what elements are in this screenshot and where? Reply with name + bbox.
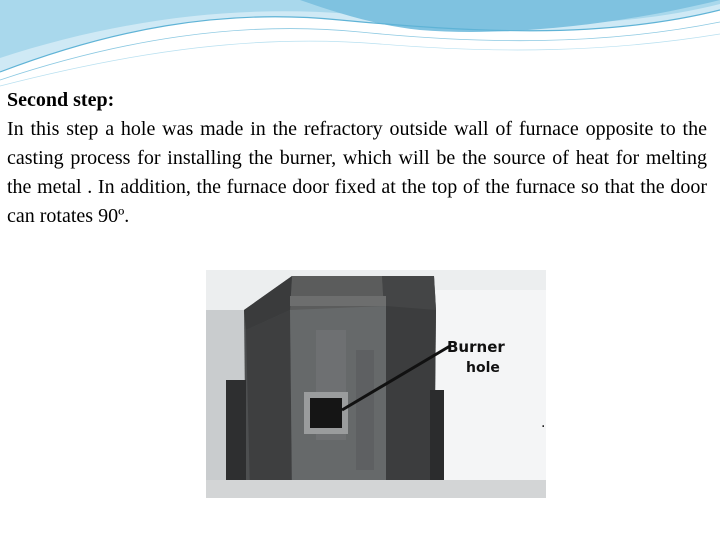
header-wave-decoration — [0, 0, 720, 90]
content-text-block — [7, 86, 707, 231]
hole-callout-label: hole — [466, 360, 500, 376]
burner-callout-label: Burner — [447, 338, 505, 356]
furnace-photo — [206, 270, 546, 498]
stray-mark: . — [541, 415, 546, 431]
step-title: Second step: — [7, 89, 115, 111]
step-description: In this step a hole was made in the refractory outside wall of furnace opposite to the casting process for installing the burner, which will be the source of heat for melting the metal . In addition, the furnace door fixed at the top of the furnace so that the door can rotates 90º. — [7, 118, 707, 227]
